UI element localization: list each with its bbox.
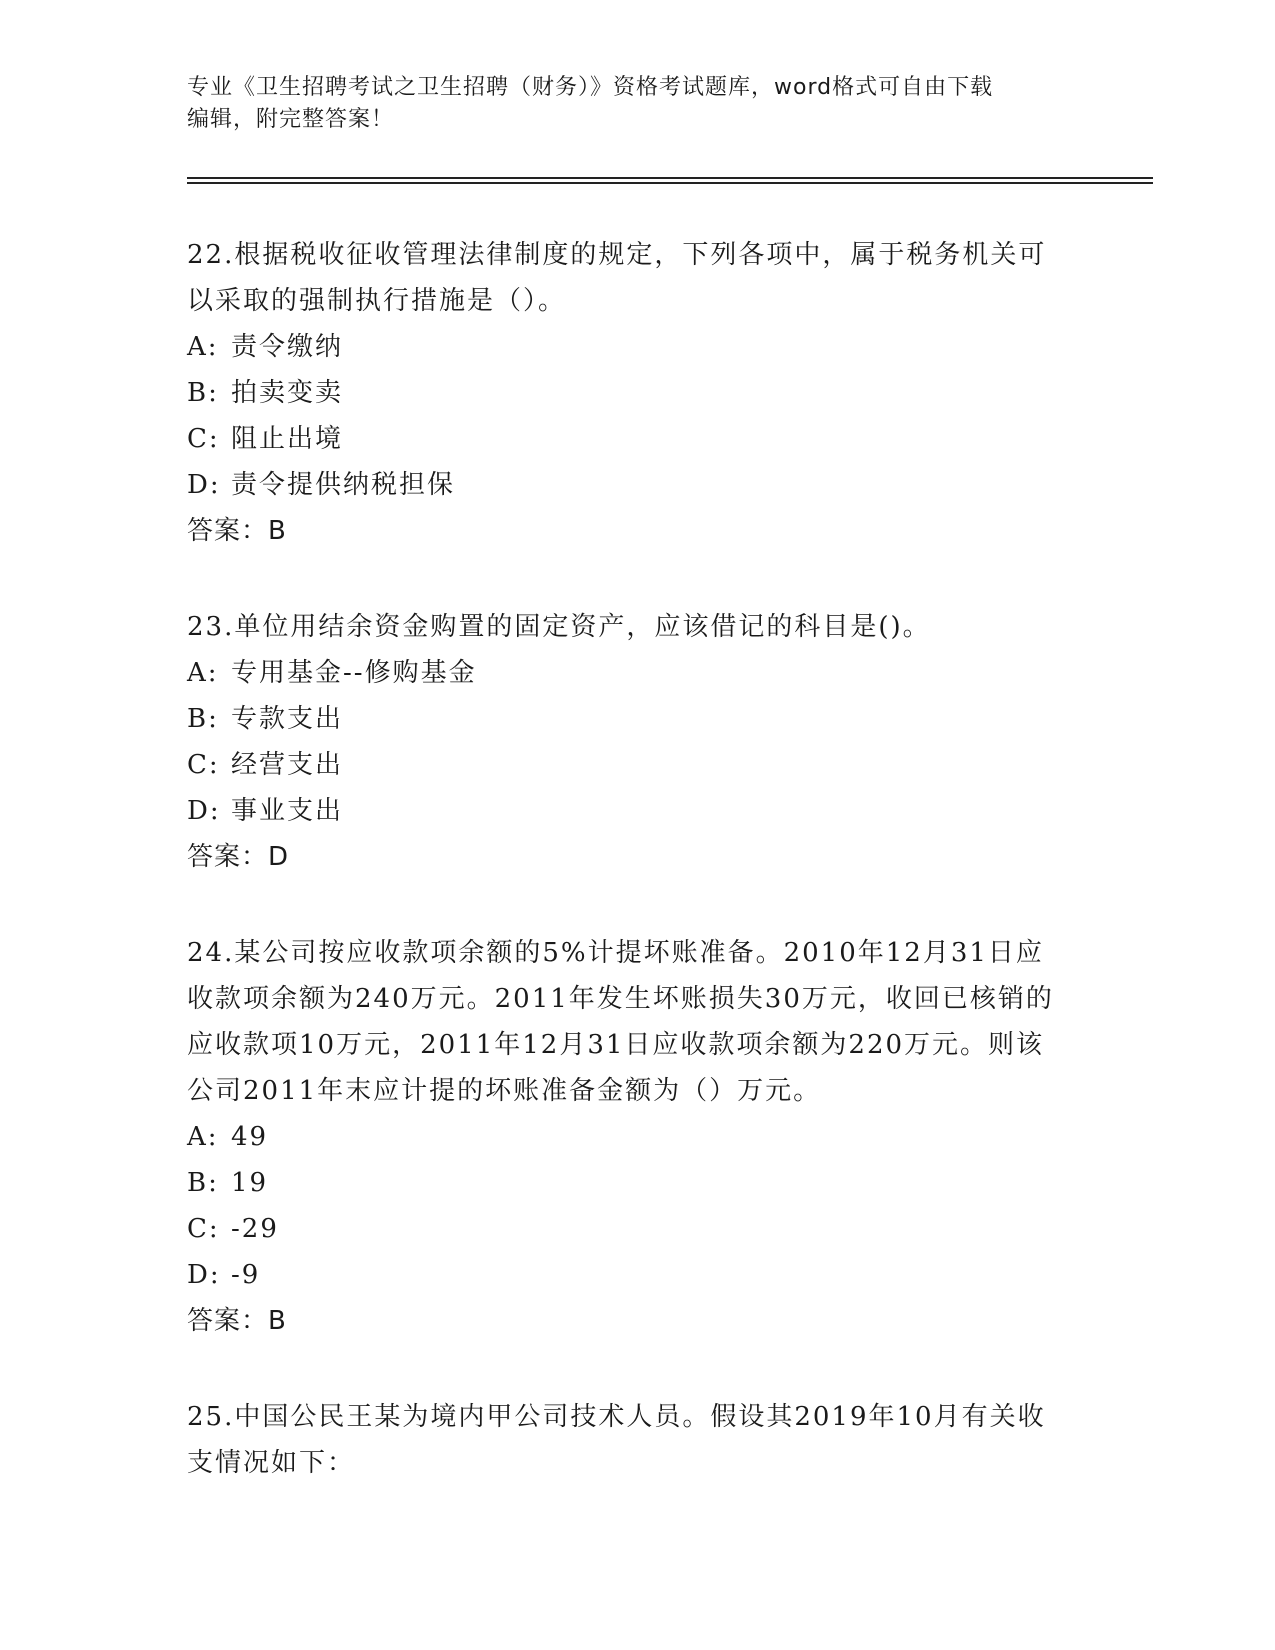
option-d (187, 462, 1087, 508)
option-text: 19 (231, 1168, 269, 1198)
question-text-line: 以采取的强制执行措施是（）。 (187, 286, 567, 316)
option-letter: A: (187, 658, 219, 688)
answer-label: 答案：B (187, 1306, 287, 1336)
header-line-2: 编辑，附完整答案！ (187, 107, 395, 132)
question-text (187, 1394, 1087, 1486)
question-text (187, 604, 1087, 650)
header-line-1: 专业《卫生招聘考试之卫生招聘（财务）》资格考试题库，word格式可自由下载 (187, 75, 994, 100)
option-text: 专款支出 (231, 704, 344, 734)
question-25 (187, 1394, 1087, 1486)
answer-label: 答案：D (187, 842, 290, 872)
answer-label: 答案：B (187, 516, 287, 546)
option-letter: D: (187, 796, 221, 826)
question-22 (187, 232, 1087, 554)
option-text: 阻止出境 (231, 424, 344, 454)
option-c (187, 1206, 1087, 1252)
option-letter: B: (187, 1168, 219, 1198)
question-text (187, 930, 1087, 1114)
option-text: 经营支出 (231, 750, 344, 780)
option-c (187, 742, 1087, 788)
option-letter: C: (187, 750, 220, 780)
option-text: 事业支出 (231, 796, 344, 826)
option-b (187, 696, 1087, 742)
header-divider-top (187, 177, 1153, 179)
question-24 (187, 930, 1087, 1344)
option-text: 拍卖变卖 (231, 378, 344, 408)
option-a (187, 324, 1087, 370)
option-text: 责令缴纳 (231, 332, 344, 362)
question-text-line: 23.单位用结余资金购置的固定资产，应该借记的科目是()。 (187, 612, 931, 642)
option-letter: C: (187, 1214, 220, 1244)
option-letter: A: (187, 1122, 219, 1152)
option-letter: D: (187, 1260, 221, 1290)
question-text-line: 支情况如下： (187, 1448, 356, 1478)
question-text-line: 应收款项10万元，2011年12月31日应收款项余额为220万元。则该 (187, 1030, 1045, 1060)
option-d (187, 788, 1087, 834)
question-text (187, 232, 1087, 324)
question-text-line: 24.某公司按应收款项余额的5%计提坏账准备。2010年12月31日应 (187, 938, 1044, 968)
option-text: -9 (231, 1260, 261, 1290)
option-text: 责令提供纳税担保 (231, 470, 456, 500)
question-text-line: 收款项余额为240万元。2011年发生坏账损失30万元，收回已核销的 (187, 984, 1054, 1014)
question-text-line: 25.中国公民王某为境内甲公司技术人员。假设其2019年10月有关收 (187, 1402, 1046, 1432)
option-text: 专用基金--修购基金 (231, 658, 477, 688)
question-23 (187, 604, 1087, 880)
option-a (187, 650, 1087, 696)
document-header (187, 72, 1067, 136)
option-c (187, 416, 1087, 462)
header-divider-bottom (187, 182, 1153, 184)
option-text: 49 (231, 1122, 269, 1152)
option-letter: B: (187, 704, 219, 734)
option-d (187, 1252, 1087, 1298)
option-letter: C: (187, 424, 220, 454)
option-letter: B: (187, 378, 219, 408)
option-b (187, 1160, 1087, 1206)
option-letter: A: (187, 332, 219, 362)
question-text-line: 公司2011年末应计提的坏账准备金额为（）万元。 (187, 1076, 822, 1106)
option-letter: D: (187, 470, 221, 500)
question-list (187, 232, 1087, 1536)
question-text-line: 22.根据税收征收管理法律制度的规定，下列各项中，属于税务机关可 (187, 240, 1047, 270)
option-a (187, 1114, 1087, 1160)
option-text: -29 (231, 1214, 279, 1244)
option-b (187, 370, 1087, 416)
